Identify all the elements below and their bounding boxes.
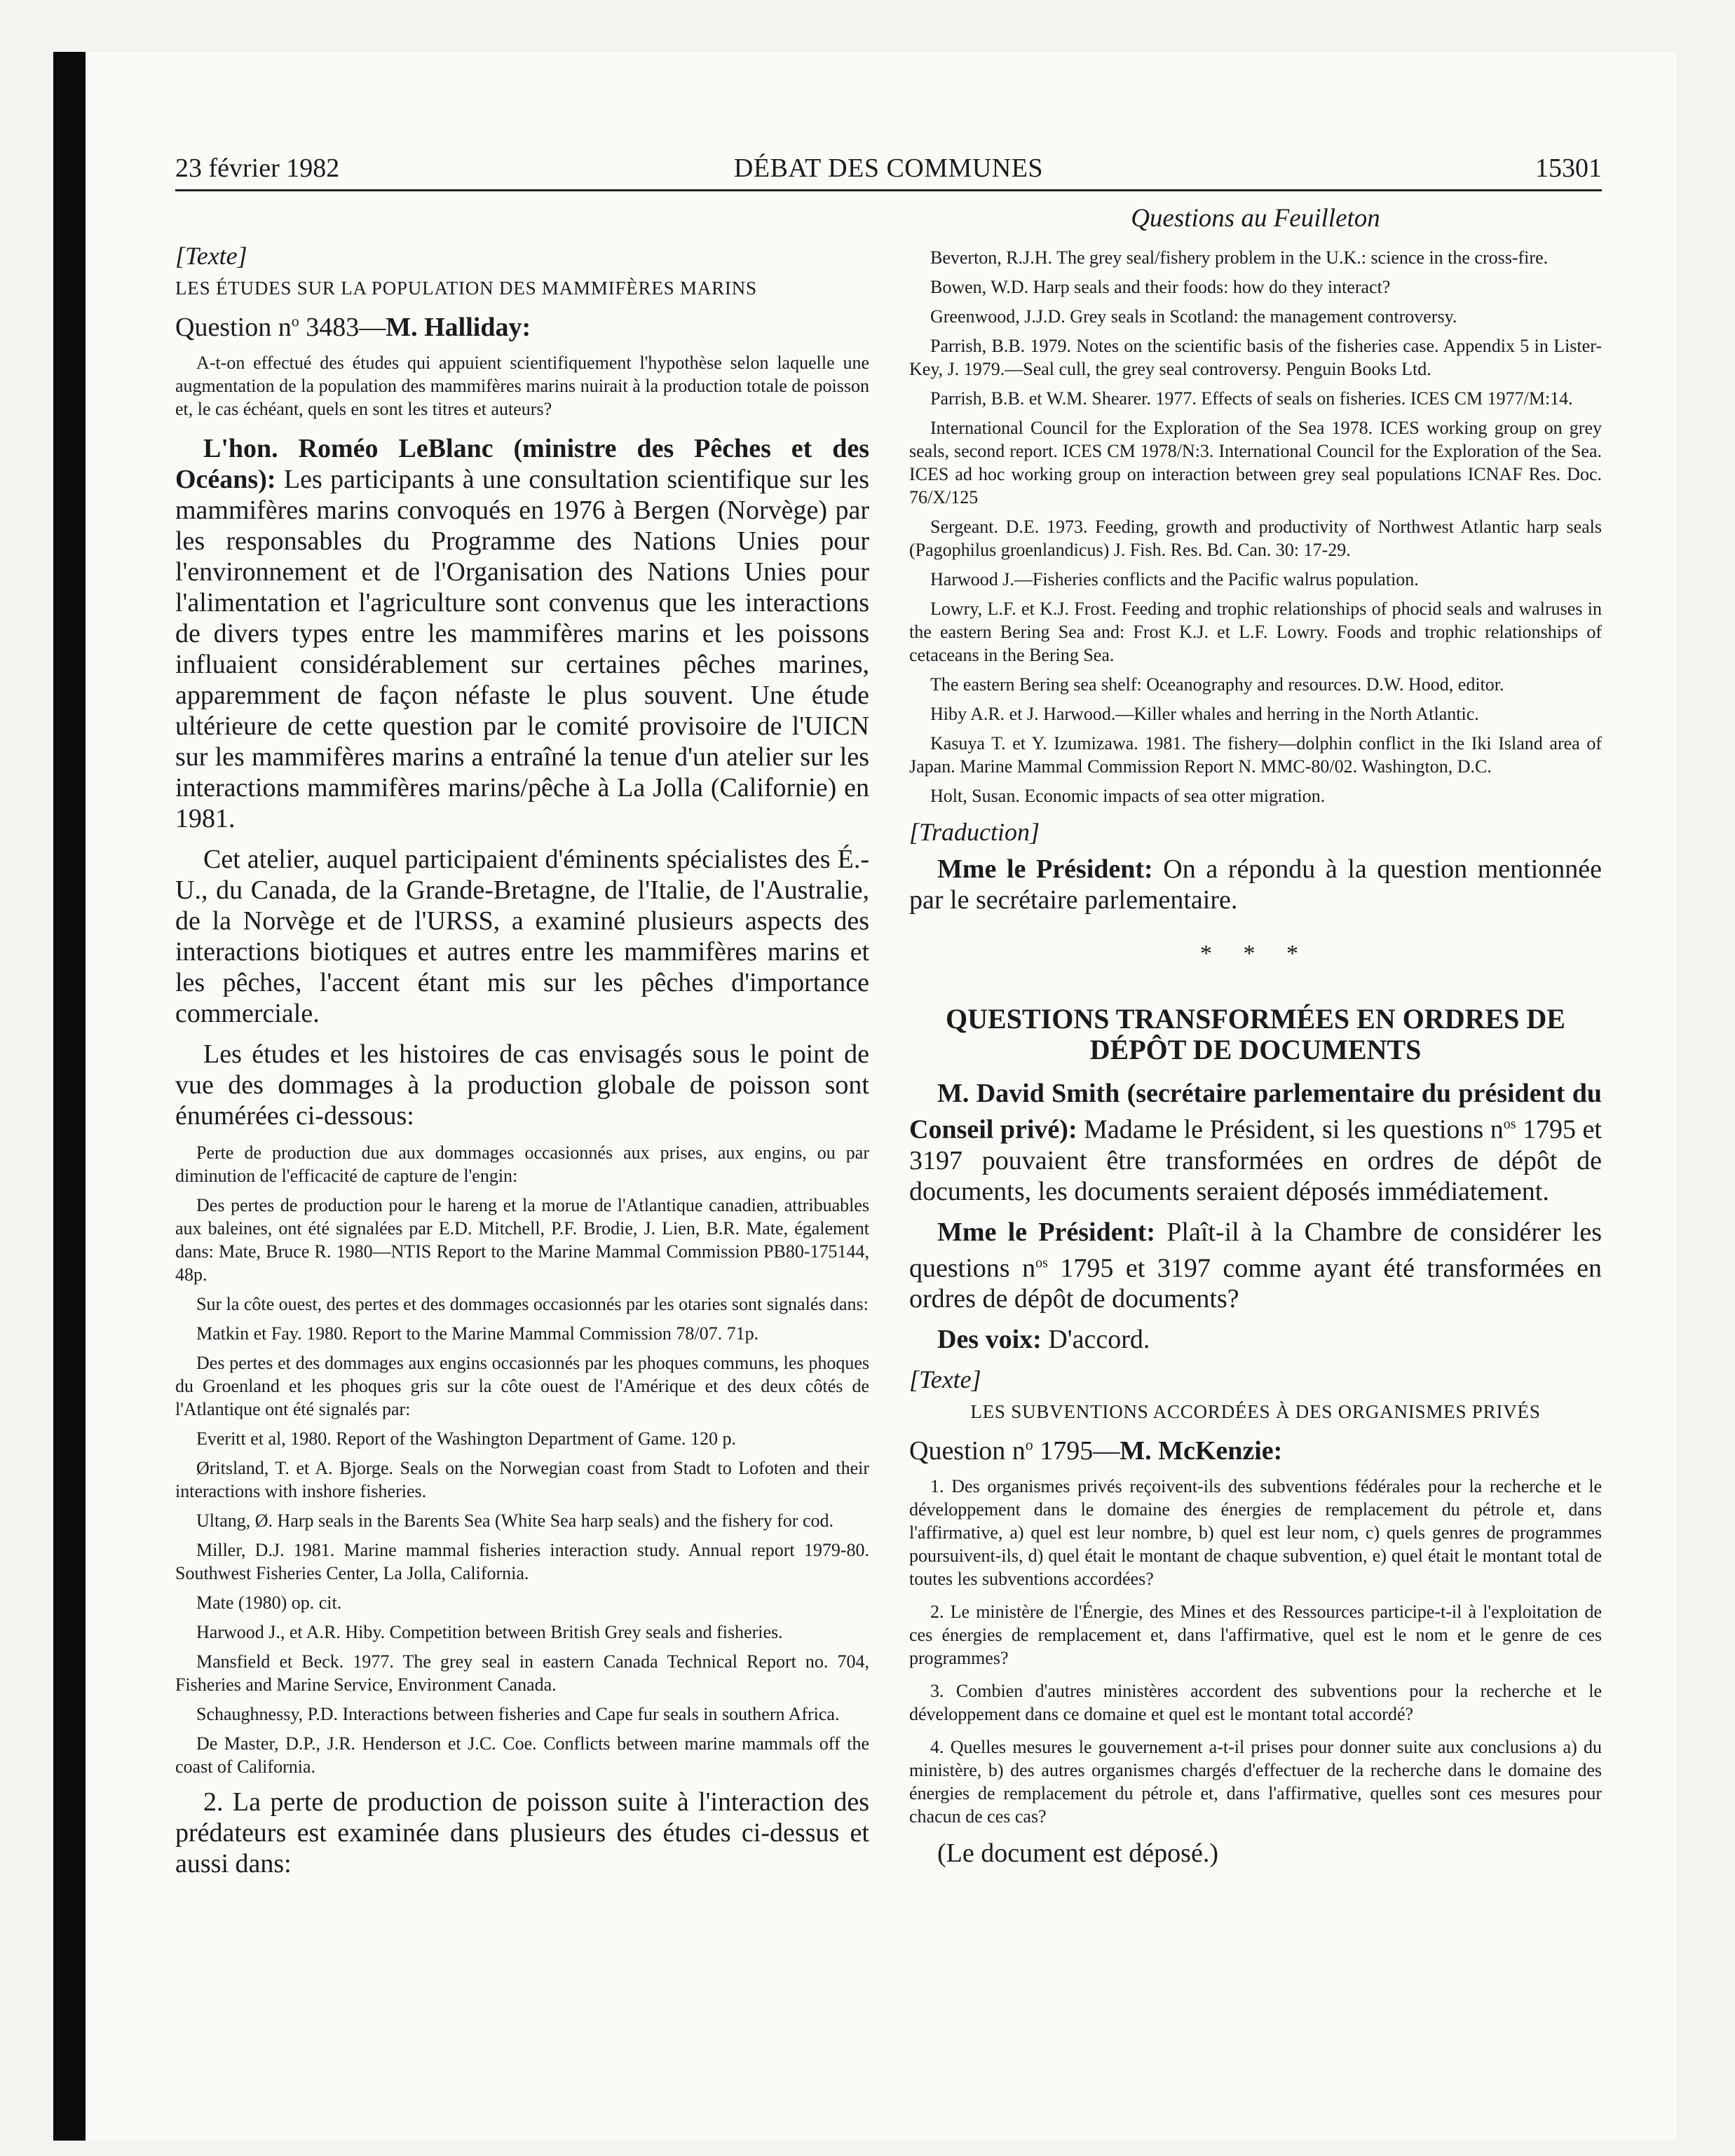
question-member: M. McKenzie: xyxy=(1120,1436,1283,1466)
reference-item: De Master, D.P., J.R. Henderson et J.C. Coe. Conflicts between marine mammals off the coast of California. xyxy=(175,1733,869,1777)
question-heading: Question $n^o$ 3483—M. Halliday: xyxy=(175,312,531,342)
speaker-voices: Des voix: xyxy=(937,1325,1042,1355)
document-tabled: (Le document est déposé.) xyxy=(937,1838,1218,1869)
reference-item: Mansfield et Beck. 1977. The grey seal in eastern Canada Technical Report no. 704, Fisheries and Marine Service, Environment Canada. xyxy=(175,1651,869,1695)
reference-item: Sergeant. D.E. 1973. Feeding, growth and productivity of Northwest Atlantic harp seals (Pagophilus groenlandicus) J. Fish. Res. Bd. Can. 30: 17-29. xyxy=(909,517,1602,560)
president-reply-2: Mme le Président: Plaît-il à la Chambre de considérer les questions $n^{os}$ 1795 et 3197 comme ayant été transformées en ordres de dépôt de documents? xyxy=(909,1217,1602,1314)
reference-item: Harwood J.—Fisheries conflicts and the Pacific walrus population. xyxy=(930,569,1419,589)
reference-item: Øritsland, T. et A. Bjorge. Seals on the Norwegian coast from Stadt to Lofoten and their interactions with inshore fisheries. xyxy=(175,1458,869,1501)
reference-item: Mate (1980) op. cit. xyxy=(196,1592,342,1613)
speaker-president: Mme le Président: xyxy=(937,1217,1156,1247)
reference-item: Beverton, R.J.H. The grey seal/fishery problem in the U.K.: science in the cross-fire. xyxy=(930,247,1549,268)
question-item: 1. Des organismes privés reçoivent-ils des subventions fédérales pour la recherche et le développement dans le domaine des énergies de remplacement du pétrole et, dans l'affirmative, a) quel est leur nombre, b) quel est leur nom, c) quels genres de programmes poursuivent-ils, d) quel était le montant de chaque subvention, e) quel était le montant total de toutes les subventions accordées? xyxy=(909,1476,1602,1590)
running-head: Questions au Feuilleton xyxy=(1131,204,1380,233)
smith-statement: M. David Smith (secrétaire parlementaire du président du Conseil privé): Madame le Président, si les questions $n^{os}$ 1795 et 3197 pouvaient être transformées en ordres de dépôt de documents, les documents seraient déposés immédiatement. xyxy=(909,1079,1602,1206)
reference-item: Everitt et al, 1980. Report of the Washington Department of Game. 120 p. xyxy=(196,1428,737,1449)
header-date: 23 février 1982 xyxy=(175,153,340,183)
header-page-number: 15301 xyxy=(1535,153,1602,183)
speaker-smith: M. David Smith (secrétaire parlementaire du président du Conseil privé): xyxy=(909,1079,1602,1145)
question-item: 2. Le ministère de l'Énergie, des Mines et des Ressources participe-t-il à l'exploitation de ces énergies de remplacement et, dans l'affirmative, quel est le nom et le genre de ces programmes? xyxy=(909,1602,1602,1669)
reference-item: Ultang, Ø. Harp seals in the Barents Sea (White Sea harp seals) and the fishery for cod. xyxy=(196,1510,834,1531)
question-text: A-t-on effectué des études qui appuient scientifiquement l'hypothèse selon laquelle une augmentation de la population des mammifères marins nuirait à la production totale de poisson et, le cas échéant, quels en sont les titres et auteurs? xyxy=(175,353,869,419)
question-heading: Question $n^o$ 1795—M. McKenzie: xyxy=(909,1435,1283,1466)
reference-item: Perte de production due aux dommages occasionnés aux prises, aux engins, ou par diminution de l'efficacité de capture de l'engin: xyxy=(175,1142,869,1186)
left-column xyxy=(175,231,869,1889)
reference-item: Holt, Susan. Economic impacts of sea otter migration. xyxy=(930,786,1326,806)
reference-item: International Council for the Exploration of the Sea 1978. ICES working group on grey seals, second report. ICES CM 1978/N:3. International Council for the Exploration of the Sea. ICES ad hoc working group on interaction between grey seal populations ICNAF Res. Doc. 76/X/125 xyxy=(909,418,1602,507)
reference-item: Des pertes de production pour le hareng et la morue de l'Atlantique canadien, attribuables aux baleines, ont été signalées par E.D. Mitchell, P.F. Brodie, J. Lien, B.R. Mate, également dans: Mate, Bruce R. 1980—NTIS Report to the Marine Mammal Commission PB80-175144, 48p. xyxy=(175,1195,869,1285)
reference-item: Schaughnessy, P.D. Interactions between fisheries and Cape fur seals in southern Africa. xyxy=(196,1704,840,1724)
right-column xyxy=(909,203,1602,1878)
section-title: LES ÉTUDES SUR LA POPULATION DES MAMMIFÈRES MARINS xyxy=(175,278,757,299)
reference-item: Lowry, L.F. et K.J. Frost. Feeding and trophic relationships of phocid seals and walruses in the eastern Bering Sea and: Frost K.J. et L.F. Lowry. Foods and trophic relationships of cetaceans in the Bering Sea. xyxy=(909,599,1602,665)
question-member: M. Halliday: xyxy=(386,313,531,342)
section-separator: * * * xyxy=(1200,941,1311,967)
reference-item: Greenwood, J.J.D. Grey seals in Scotland: the management controversy. xyxy=(930,306,1457,327)
header-title: DÉBAT DES COMMUNES xyxy=(733,153,1044,183)
subsection-title: LES SUBVENTIONS ACCORDÉES À DES ORGANISMES PRIVÉS xyxy=(970,1401,1541,1423)
reference-item: Harwood J., et A.R. Hiby. Competition between British Grey seals and fisheries. xyxy=(196,1622,783,1642)
reference-item: Hiby A.R. et J. Harwood.—Killer whales and herring in the North Atlantic. xyxy=(930,704,1479,724)
reference-item: Bowen, W.D. Harp seals and their foods: how do they interact? xyxy=(930,277,1391,297)
question-item: 3. Combien d'autres ministères accordent des subventions pour la recherche et le développement dans ce domaine et quel est le montant total accordé? xyxy=(909,1681,1602,1725)
scan-edge xyxy=(53,52,86,2141)
texte-tag: [Texte] xyxy=(909,1365,981,1394)
voices-reply: Des voix: D'accord. xyxy=(937,1325,1150,1355)
answer-paragraph-3: Les études et les histoires de cas envisagés sous le point de vue des dommages à la production globale de poisson sont énumérées ci-dessous: xyxy=(175,1039,869,1131)
speaker-president: Mme le Président: xyxy=(937,854,1153,884)
traduction-tag: [Traduction] xyxy=(909,818,1040,846)
reference-item: Parrish, B.B. 1979. Notes on the scientific basis of the fisheries case. Appendix 5 in Lister-Key, J. 1979.—Seal cull, the grey seal controversy. Penguin Books Ltd. xyxy=(909,336,1602,379)
reference-item: Matkin et Fay. 1980. Report to the Marine Mammal Commission 78/07. 71p. xyxy=(196,1323,759,1344)
reference-item: Parrish, B.B. et W.M. Shearer. 1977. Effects of seals on fisheries. ICES CM 1977/M:14. xyxy=(930,388,1573,409)
reference-item: Des pertes et des dommages aux engins occasionnés par les phoques communs, les phoques du Groenland et les phoques gris sur la côte ouest de l'Amérique et des deux côtés de l'Atlantique ont été signalés par: xyxy=(175,1353,869,1419)
section-title: QUESTIONS TRANSFORMÉES EN ORDRES DE DÉPÔT DE DOCUMENTS xyxy=(946,1003,1565,1065)
texte-tag: [Texte] xyxy=(175,242,247,270)
point-2-paragraph: 2. La perte de production de poisson suite à l'interaction des prédateurs est examinée dans plusieurs des études ci-dessus et aussi dans: xyxy=(175,1787,869,1878)
answer-paragraph-2: Cet atelier, auquel participaient d'éminents spécialistes des É.-U., du Canada, de la Grande-Bretagne, de l'Italie, de l'Australie, de la Norvège et de l'URSS, a examiné plusieurs aspects des interactions biotiques et autres entre les mammifères marins et les pêches, l'accent étant mis sur les pêches d'importance commerciale. xyxy=(175,845,869,1028)
president-reply-1: Mme le Président: On a répondu à la question mentionnée par le secrétaire parlementaire. xyxy=(909,854,1602,915)
reference-item: Miller, D.J. 1981. Marine mammal fisheries interaction study. Annual report 1979-80. Southwest Fisheries Center, La Jolla, California. xyxy=(175,1540,869,1583)
reference-item: Kasuya T. et Y. Izumizawa. 1981. The fishery—dolphin conflict in the Iki Island area of Japan. Marine Mammal Commission Report N. MMC-80/02. Washington, D.C. xyxy=(909,733,1602,777)
question-item: 4. Quelles mesures le gouvernement a-t-il prises pour donner suite aux conclusions a) du ministère, b) des autres organismes chargés d'effectuer de la recherche dans le domaine des énergies de remplacement du pétrole et, dans l'affirmative, quelles sont ces mesures pour chacun de ces cas? xyxy=(909,1737,1602,1827)
answer-paragraph-1: L'hon. Roméo LeBlanc (ministre des Pêches et des Océans): Les participants à une consultation scientifique sur les mammifères marins convoqués en 1976 à Bergen (Norvège) par les responsables du Programme des Nations Unies pour l'environnement et de l'Organisation des Nations Unies pour l'alimentation et l'agriculture sont convenus que les interactions de divers types entre les mammifères marins et les poissons influaient considérablement sur certaines pêches marines, apparemment de façon néfaste le plus souvent. Une étude ultérieure de cette question par le comité provisoire de l'UICN sur les mammifères marins a entraîné la tenue d'un atelier sur les interactions mammifères marins/pêche à La Jolla (Californie) en 1981. xyxy=(175,434,870,833)
reference-item: The eastern Bering sea shelf: Oceanography and resources. D.W. Hood, editor. xyxy=(930,674,1504,695)
page-header xyxy=(175,153,1602,191)
reference-item: Sur la côte ouest, des pertes et des dommages occasionnés par les otaries sont signalés dans: xyxy=(196,1294,869,1314)
answer-speaker: L'hon. Roméo LeBlanc (ministre des Pêches et des Océans): xyxy=(175,434,869,494)
